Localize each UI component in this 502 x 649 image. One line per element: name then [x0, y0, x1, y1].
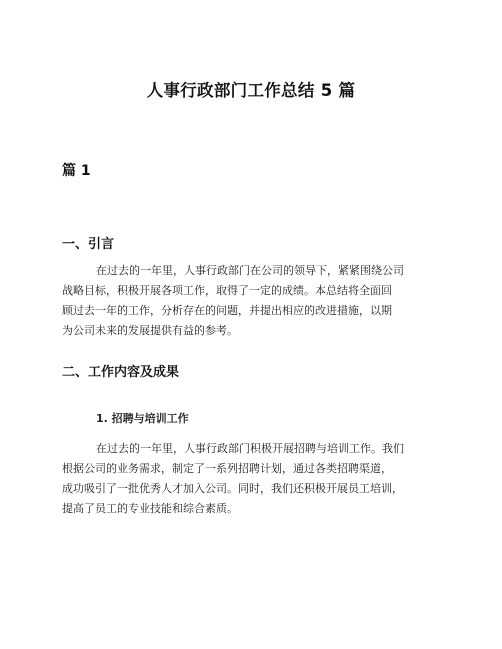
paragraph-line: 战略目标，积极开展各项工作，取得了一定的成绩。本总结将全面回: [62, 284, 392, 297]
section-heading-work-content: 二、工作内容及成果: [62, 365, 180, 380]
document-title: 人事行政部门工作总结 5 篇: [146, 81, 356, 100]
paragraph-line: 在过去的一年里，人事行政部门在公司的领导下，紧紧围绕公司: [96, 264, 404, 277]
paragraph-line: 顾过去一年的工作，分析存在的问题，并提出相应的改进措施，以期: [62, 304, 392, 317]
recruitment-training-paragraph: [62, 439, 447, 519]
paragraph-line: 在过去的一年里，人事行政部门积极开展招聘与培训工作。我们: [96, 442, 404, 455]
paragraph-line: 为公司未来的发展提供有益的参考。: [62, 324, 238, 337]
subsection-heading-recruitment-training: 1. 招聘与培训工作: [96, 412, 189, 425]
part-heading: 篇 1: [62, 163, 91, 179]
paragraph-line: 根据公司的业务需求，制定了一系列招聘计划，通过各类招聘渠道，: [62, 462, 392, 475]
section-heading-introduction: 一、引言: [62, 237, 115, 252]
paragraph-line: 成功吸引了一批优秀人才加入公司。同时，我们还积极开展员工培训，: [62, 482, 403, 495]
paragraph-line: 提高了员工的专业技能和综合素质。: [62, 502, 238, 515]
introduction-paragraph: [62, 261, 447, 341]
